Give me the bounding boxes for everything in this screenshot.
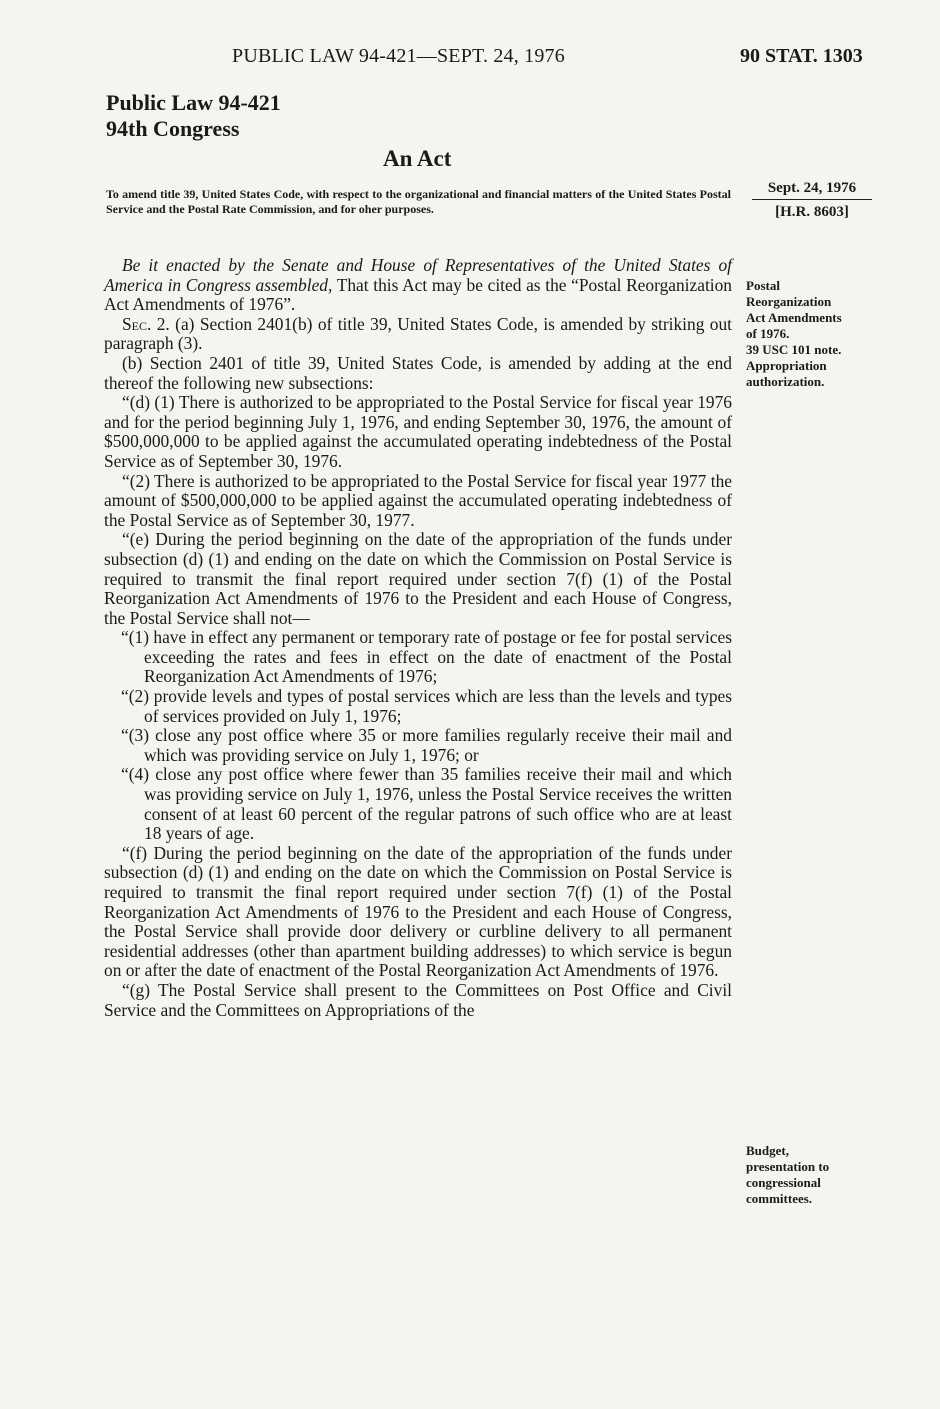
section-label: Sec. 2. <box>122 313 170 334</box>
law-title-block <box>106 90 281 142</box>
enacting-formula: Be it enacted by the Senate and House of Representatives of the United States of America in Congress assembled, <box>104 255 732 295</box>
margin-note-line: authorization. <box>746 374 825 389</box>
paragraph-e3: “(3) close any post office where 35 or more families regularly receive their mail and which was providing service on July 1, 1976; or <box>121 725 732 765</box>
margin-note-line: Postal <box>746 278 780 293</box>
subsection-g: “(g) The Postal Service shall present to the Committees on Post Office and Civil Service and the Committees on Appropriations of the <box>104 979 732 1020</box>
margin-note-short-title <box>746 278 876 390</box>
subsection-f: “(f) During the period beginning on the date of the appropriation of the funds under subsection (d) (1) and ending on the date on which the Commission on Postal Service is required to transmit the final report required under section 7(f) (1) of the Postal Reorganization Act Amendments of 1976 to the President and each House of Congress, the Postal Service shall provide door delivery or curbline delivery to all permanent residential addresses (other than apartment building addresses) to which service is begun on or after the date of enactment of the Postal Reorganization Act Amendments of 1976. <box>104 842 732 981</box>
bill-number: [H.R. 8603] <box>775 204 849 220</box>
enactment-date: Sept. 24, 1976 <box>752 180 872 200</box>
enactment-date-box <box>752 180 872 221</box>
section-2b: (b) Section 2401 of title 39, United States Code, is amended by adding at the end thereof the following new subsections: <box>104 352 732 393</box>
statute-body <box>104 256 732 1020</box>
margin-note-line: Reorganization <box>746 294 832 309</box>
margin-note-line: congressional <box>746 1175 821 1190</box>
paragraph-e2: “(2) provide levels and types of postal services which are less than the levels and types of services provided on July 1, 1976; <box>121 686 732 726</box>
enacting-clause <box>104 256 732 315</box>
section-2a <box>104 315 732 354</box>
stat-citation: 90 STAT. 1303 <box>740 45 863 67</box>
short-title-text: That this Act may be cited as the “Postal Reorganization Act Amendments of 1976”. <box>104 274 732 315</box>
section-2a-text: (a) Section 2401(b) of title 39, United States Code, is amended by striking out paragraph (3). <box>104 313 732 354</box>
running-head: PUBLIC LAW 94-421—SEPT. 24, 1976 <box>232 45 565 67</box>
subsection-d2: “(2) There is authorized to be appropriated to the Postal Service for fiscal year 1977 the amount of $500,000,000 to be applied against the accumulated operating indebtedness of the Postal Service as of September 30, 1977. <box>104 470 732 530</box>
margin-note-line: Appropriation <box>746 358 827 373</box>
margin-note-line: presentation to <box>746 1159 830 1174</box>
subsection-e: “(e) During the period beginning on the date of the appropriation of the funds under subsection (d) (1) and ending on the date on which the Commission on Postal Service is required to transmit the final report required under section 7(f) (1) of the Postal Reorganization Act Amendments of 1976 to the President and each House of Congress, the Postal Service shall not— <box>104 529 732 628</box>
margin-note-budget <box>746 1143 876 1207</box>
margin-note-line: Act Amendments <box>746 310 842 325</box>
public-law-number: Public Law 94-421 <box>106 90 281 115</box>
congress-number: 94th Congress <box>106 116 240 141</box>
margin-note-line: 39 USC 101 note. <box>746 342 842 357</box>
paragraph-e1: “(1) have in effect any permanent or temporary rate of postage or fee for postal services exceeding the rates and fees in effect on the date of enactment of the Postal Reorganization Act Amendments of 1976; <box>121 627 732 687</box>
paragraph-e4: “(4) close any post office where fewer than 35 families receive their mail and which was providing service on July 1, 1976, unless the Postal Service receives the written consent of at least 60 percent of the regular patrons of such office who are at least 18 years of age. <box>121 764 732 844</box>
act-heading: An Act <box>383 146 452 171</box>
subsection-d1: “(d) (1) There is authorized to be appropriated to the Postal Service for fiscal year 1976 and for the period beginning July 1, 1976, and ending September 30, 1976, the amount of $500,000,000 to be applied against the accumulated operating indebtedness of the Postal Service as of September 30, 1976. <box>104 392 732 471</box>
margin-note-line: committees. <box>746 1191 813 1206</box>
purpose-clause: To amend title 39, United States Code, with respect to the organizational and financial matters of the United States Postal Service and the Postal Rate Commission, and for oher purposes. <box>106 187 731 216</box>
margin-note-line: of 1976. <box>746 326 790 341</box>
margin-note-line: Budget, <box>746 1143 789 1158</box>
